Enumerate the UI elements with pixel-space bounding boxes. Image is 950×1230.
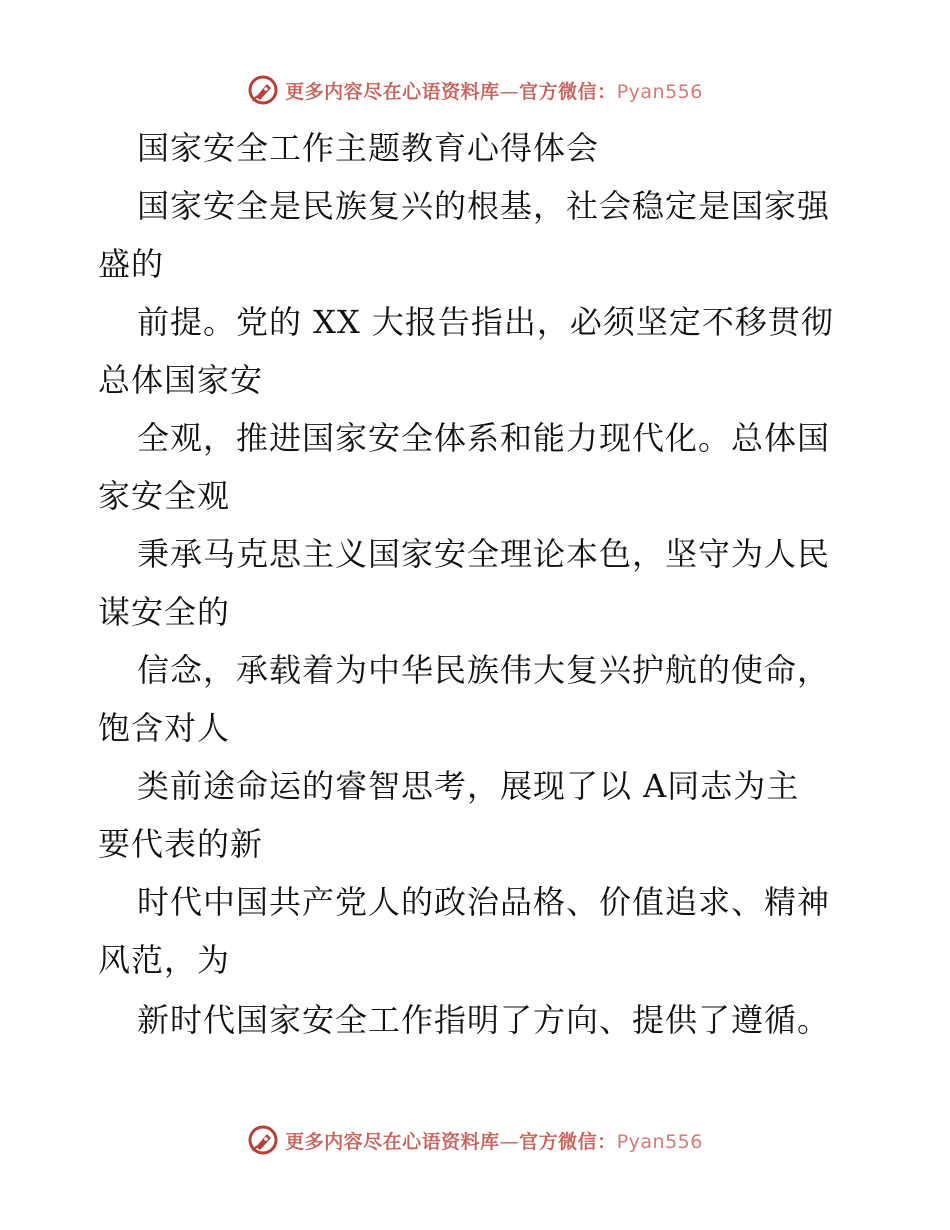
pen-nib-logo-icon — [247, 74, 279, 106]
document-title: 国家安全工作主题教育心得体会 — [137, 129, 600, 167]
paragraph-line: 盛的 — [98, 245, 165, 283]
paragraph-line: 风范，为 — [98, 941, 231, 979]
paragraph-line: 家安全观 — [98, 477, 231, 515]
paragraph-line: 总体国家安 — [98, 361, 264, 399]
paragraph-line: 新时代国家安全工作指明了方向、提供了遵循。 — [137, 1001, 831, 1039]
paragraph-line: 时代中国共产党人的政治品格、价值追求、精神 — [137, 883, 831, 921]
paragraph-line: 信念，承载着为中华民族伟大复兴护航的使命， — [137, 651, 831, 689]
watermark-header — [0, 70, 950, 110]
pen-nib-logo-icon — [247, 1124, 279, 1156]
watermark-label: 官方微信： — [519, 80, 617, 103]
watermark-main: 更多内容尽在心语资料库 — [285, 1130, 500, 1153]
paragraph-line: 全观，推进国家安全体系和能力现代化。总体国 — [137, 419, 831, 457]
watermark-separator: — — [499, 1130, 520, 1153]
paragraph-line: 类前途命运的睿智思考，展现了以 A同志为主 — [137, 767, 800, 805]
watermark-wechat-id: Pyan556 — [616, 1130, 703, 1153]
watermark-label: 官方微信： — [519, 1130, 617, 1153]
watermark-wechat-id: Pyan556 — [616, 80, 703, 103]
watermark-main: 更多内容尽在心语资料库 — [285, 80, 500, 103]
watermark-text — [285, 1127, 703, 1154]
watermark-footer — [0, 1120, 950, 1160]
paragraph-line: 谋安全的 — [98, 593, 231, 631]
watermark-separator: — — [499, 80, 520, 103]
paragraph-line: 要代表的新 — [98, 825, 264, 863]
paragraph-line: 秉承马克思主义国家安全理论本色，坚守为人民 — [137, 535, 831, 573]
paragraph-line: 饱含对人 — [98, 709, 231, 747]
paragraph-line: 前提。党的 XX 大报告指出，必须坚定不移贯彻 — [137, 303, 834, 341]
paragraph-line: 国家安全是民族复兴的根基，社会稳定是国家强 — [137, 187, 831, 225]
watermark-text — [285, 77, 703, 104]
